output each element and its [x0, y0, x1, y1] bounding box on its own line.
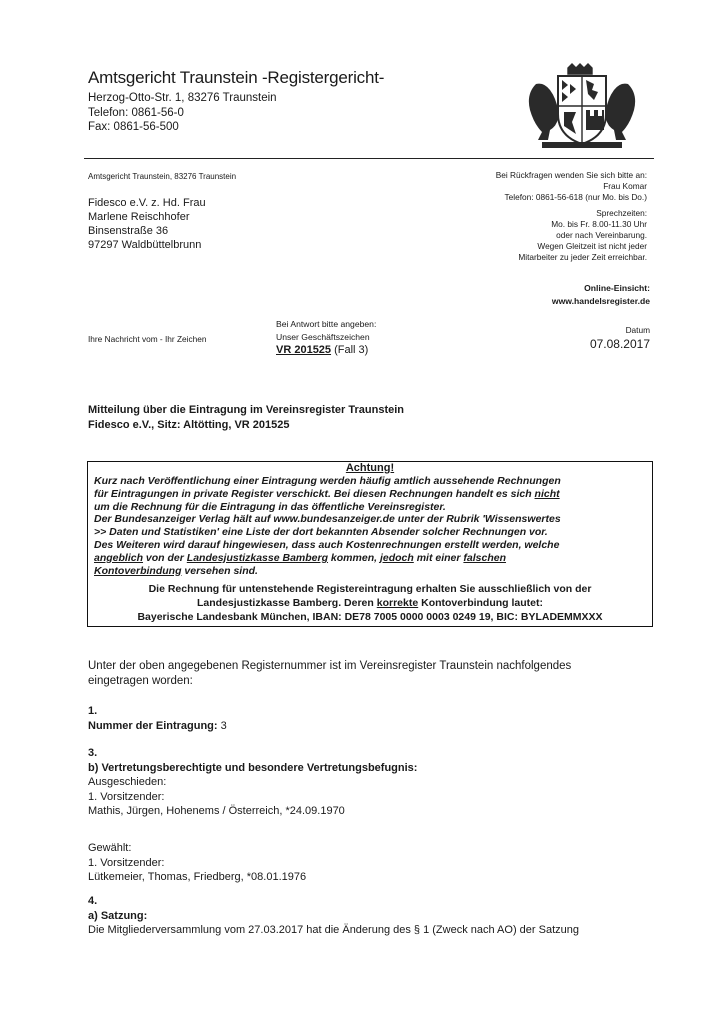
entry-line: Gewählt: [88, 842, 132, 854]
your-message-caption: Ihre Nachricht vom - Ihr Zeichen [88, 334, 207, 344]
recipient-address [88, 196, 206, 252]
recipient-line: Binsenstraße 36 [88, 225, 169, 237]
entry-line: Mathis, Jürgen, Hohenems / Österreich, *24.09.1970 [88, 805, 345, 817]
section-number: 4. [88, 895, 98, 907]
office-hours-label: Sprechzeiten: [596, 208, 647, 218]
section-number: 3. [88, 747, 98, 759]
entry-elected [88, 841, 306, 885]
warning-line: für Eintragungen in private Register verschickt. Bei diesen Rechnungen handelt es sich nicht [94, 487, 560, 500]
warning-title: Achtung! [345, 462, 395, 474]
date-label: Datum [625, 325, 650, 335]
subject-line: Mitteilung über die Eintragung im Vereinsregister Traunstein [88, 404, 405, 416]
court-fax: Fax: 0861-56-500 [88, 121, 179, 133]
court-phone: Telefon: 0861-56-0 [88, 106, 184, 119]
recipient-line: Fidesco e.V. z. Hd. Frau [88, 197, 206, 209]
entry-section-3 [88, 746, 417, 819]
our-reference-label: Unser Geschäftszeichen [276, 332, 370, 342]
warning-line: angeblich von der Landesjustizkasse Bamberg kommen, jedoch mit einer falschen [94, 551, 507, 564]
contact-info [400, 170, 647, 263]
reference-number [276, 344, 376, 357]
online-access-url: www.handelsregister.de [551, 296, 650, 306]
entry-section-4 [88, 894, 579, 938]
section-title: b) Vertretungsberechtigte und besondere Vertretungsbefugnis: [88, 761, 418, 774]
warning-line: um die Rechnung für die Eintragung in das öffentliche Vereinsregister. [94, 500, 446, 513]
entry-line: Die Mitgliederversammlung vom 27.03.2017 hat die Änderung des § 1 (Zweck nach AO) der Satzung [88, 924, 579, 936]
warning-box [87, 461, 653, 627]
section-number: 1. [88, 705, 98, 717]
office-hours: Mo. bis Fr. 8.00-11.30 Uhr [551, 219, 647, 229]
reference-block [276, 318, 376, 357]
section-title: a) Satzung: [88, 909, 148, 922]
intro-line: Unter der oben angegebenen Registernummer ist im Vereinsregister Traunstein nachfolgendes [88, 660, 572, 672]
letter-date: 07.08.2017 [589, 337, 650, 351]
online-access [420, 282, 650, 308]
warning-line: Kurz nach Veröffentlichung einer Eintragung werden häufig amtlich aussehende Rechnungen [94, 475, 561, 487]
flextime-note: Mitarbeiter zu jeder Zeit erreichbar. [518, 252, 647, 262]
bank-details-line: Landesjustizkasse Bamberg. Deren korrekte Kontoverbindung lautet: [196, 597, 544, 609]
court-name: Amtsgericht Traunstein -Registergericht- [88, 68, 385, 87]
date-block [540, 325, 650, 351]
entry-line: 1. Vorsitzender: [88, 856, 165, 869]
warning-line: Kontoverbindung versehen sind. [94, 564, 258, 577]
return-address: Amtsgericht Traunstein, 83276 Traunstein [88, 172, 237, 181]
entry-line: Lütkemeier, Thomas, Friedberg, *08.01.1976 [88, 871, 307, 883]
warning-line: >> Daten und Statistiken' eine Liste der dort bekannten Absender solcher Rechnungen vor. [94, 526, 548, 539]
entry-line: Ausgeschieden: [88, 776, 167, 788]
warning-body [94, 475, 561, 577]
bank-details [88, 582, 652, 624]
intro-line: eingetragen worden: [88, 675, 193, 687]
online-access-label: Online-Einsicht: [584, 283, 650, 293]
contact-phone: Telefon: 0861-56-618 (nur Mo. bis Do.) [504, 192, 647, 202]
contact-person: Frau Komar [603, 181, 647, 191]
subject-line: Fidesco e.V., Sitz: Altötting, VR 201525 [88, 419, 290, 431]
header-divider [84, 158, 654, 159]
subject [88, 403, 404, 433]
flextime-note: Wegen Gleitzeit ist nicht jeder [537, 241, 647, 251]
recipient-line: Marlene Reischhofer [88, 211, 190, 223]
court-contact [88, 91, 277, 135]
coat-of-arms-icon [508, 62, 656, 152]
court-address: Herzog-Otto-Str. 1, 83276 Traunstein [88, 92, 277, 104]
bank-account: Bayerische Landesbank München, IBAN: DE78 7005 0000 0003 0249 19, BIC: BYLADEMMXXX [137, 611, 603, 623]
bank-details-line: Die Rechnung für untenstehende Registereintragung erhalten Sie ausschließlich von der [148, 583, 592, 595]
register-number: VR 201525 [276, 344, 332, 356]
entry-section-1 [88, 704, 227, 733]
warning-line: Des Weiteren wird darauf hingewiesen, dass auch Kostenrechnungen erstellt werden, welche [94, 538, 560, 551]
warning-line: Der Bundesanzeiger Verlag hält auf www.bundesanzeiger.de unter der Rubrik 'Wissenswertes [94, 513, 561, 526]
reply-note: Bei Antwort bitte angeben: [276, 319, 377, 329]
entry-number: Nummer der Eintragung: 3 [88, 719, 227, 732]
contact-line: Bei Rückfragen wenden Sie sich bitte an: [495, 170, 647, 180]
intro-text [88, 659, 571, 689]
case-number: (Fall 3) [334, 344, 369, 356]
recipient-line: 97297 Waldbüttelbrunn [88, 239, 202, 251]
office-hours-note: oder nach Vereinbarung. [556, 230, 647, 240]
entry-line: 1. Vorsitzender: [88, 790, 165, 803]
